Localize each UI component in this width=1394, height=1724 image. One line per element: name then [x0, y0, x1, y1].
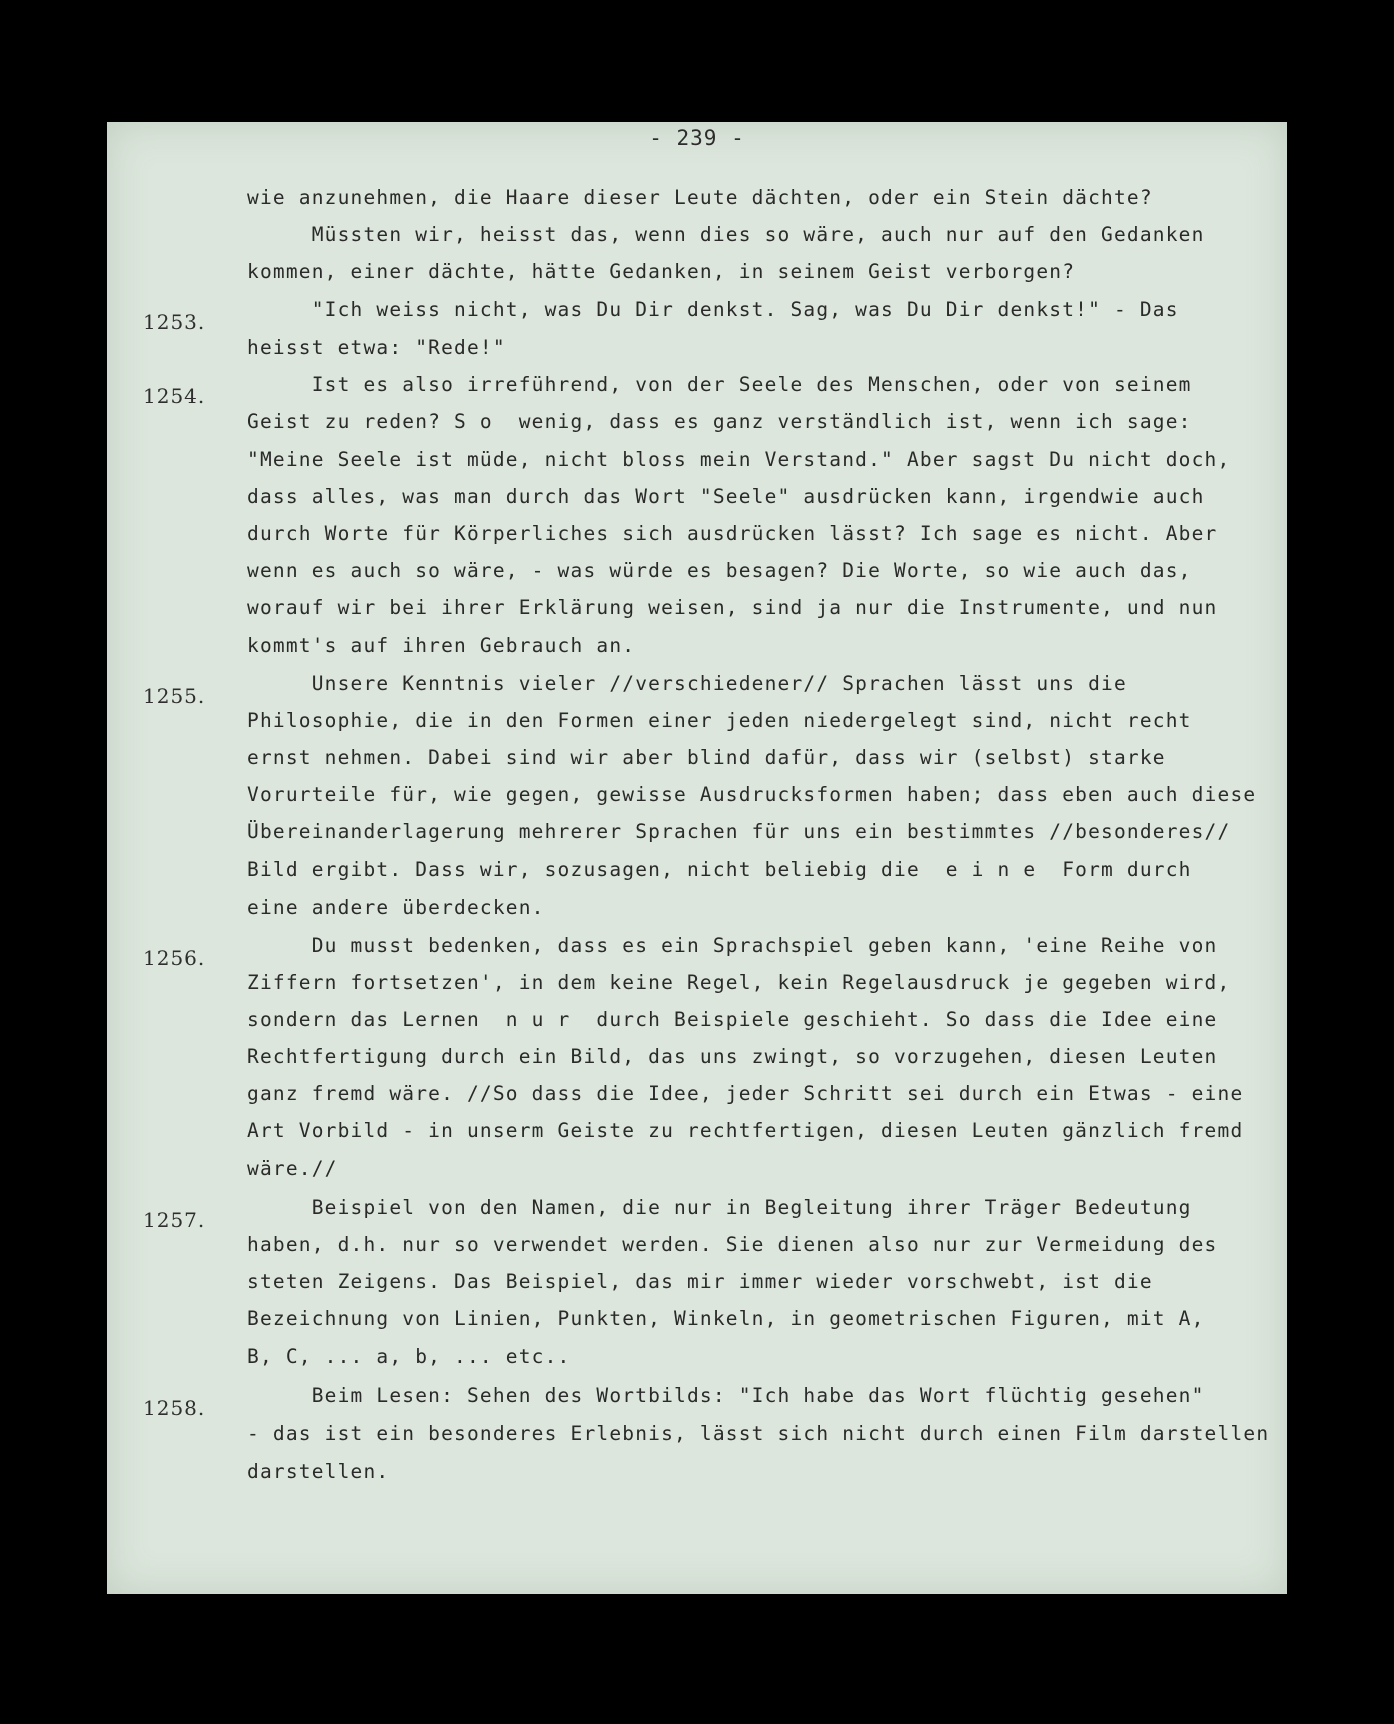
text-line: kommen, einer dächte, hätte Gedanken, in seinem Geist verborgen? [247, 260, 1076, 283]
text-line: Ziffern fortsetzen', in dem keine Regel, kein Regelausdruck je gegeben wird, [247, 971, 1231, 994]
text-line: sondern das Lernen n u r durch Beispiele geschieht. So dass die Idee eine [247, 1008, 1218, 1031]
text-line: Philosophie, die in den Formen einer jeden niedergelegt sind, nicht recht [247, 709, 1192, 732]
text-line: Rechtfertigung durch ein Bild, das uns zwingt, so vorzugehen, diesen Leuten [247, 1045, 1218, 1068]
paragraph-number-1255: 1255. [143, 684, 206, 708]
text-line: - das ist ein besonderes Erlebnis, lässt sich nicht durch einen Film darstellen [247, 1422, 1270, 1445]
text-line: wie anzunehmen, die Haare dieser Leute dächten, oder ein Stein dächte? [247, 186, 1153, 209]
text-line: eine andere überdecken. [247, 896, 545, 919]
text-line: kommt's auf ihren Gebrauch an. [247, 634, 636, 657]
text-line: Geist zu reden? S o wenig, dass es ganz verständlich ist, wenn ich sage: [247, 410, 1192, 433]
text-line: wäre.// [247, 1157, 338, 1180]
text-line: durch Worte für Körperliches sich ausdrücken lässt? Ich sage es nicht. Aber [247, 522, 1218, 545]
text-line: steten Zeigens. Das Beispiel, das mir immer wieder vorschwebt, ist die [247, 1270, 1153, 1293]
paragraph-number-1256: 1256. [143, 946, 206, 970]
text-line: Art Vorbild - in unserm Geiste zu rechtfertigen, diesen Leuten gänzlich fremd [247, 1119, 1244, 1142]
text-line: Beim Lesen: Sehen des Wortbilds: "Ich habe das Wort flüchtig gesehen" [247, 1384, 1205, 1407]
text-line: worauf wir bei ihrer Erklärung weisen, sind ja nur die Instrumente, und nun [247, 596, 1218, 619]
paragraph-number-1253: 1253. [143, 310, 206, 334]
text-line: ganz fremd wäre. //So dass die Idee, jeder Schritt sei durch ein Etwas - eine [247, 1082, 1244, 1105]
text-line: "Ich weiss nicht, was Du Dir denkst. Sag, was Du Dir denkst!" - Das [247, 298, 1179, 321]
text-line: dass alles, was man durch das Wort "Seele" ausdrücken kann, irgendwie auch [247, 485, 1205, 508]
text-line: Bild ergibt. Dass wir, sozusagen, nicht beliebig die e i n e Form durch [247, 858, 1192, 881]
text-line: "Meine Seele ist müde, nicht bloss mein Verstand." Aber sagst Du nicht doch, [247, 448, 1231, 471]
text-line: Unsere Kenntnis vieler //verschiedener// Sprachen lässt uns die [247, 672, 1127, 695]
text-line: haben, d.h. nur so verwendet werden. Sie dienen also nur zur Vermeidung des [247, 1233, 1218, 1256]
paragraph-number-1254: 1254. [143, 384, 206, 408]
text-line: Bezeichnung von Linien, Punkten, Winkeln, in geometrischen Figuren, mit A, [247, 1307, 1205, 1330]
text-line: darstellen. [247, 1460, 390, 1483]
text-line: wenn es auch so wäre, - was würde es besagen? Die Worte, so wie auch das, [247, 559, 1192, 582]
document-page [107, 122, 1287, 1594]
text-line: ernst nehmen. Dabei sind wir aber blind dafür, dass wir (selbst) starke [247, 746, 1166, 769]
text-line: Beispiel von den Namen, die nur in Begleitung ihrer Träger Bedeutung [247, 1196, 1192, 1219]
paragraph-number-1257: 1257. [143, 1208, 206, 1232]
text-line: heisst etwa: "Rede!" [247, 336, 506, 359]
text-line: Vorurteile für, wie gegen, gewisse Ausdrucksformen haben; dass eben auch diese [247, 783, 1257, 806]
paragraph-number-1258: 1258. [143, 1396, 206, 1420]
page-number: - 239 - [649, 126, 745, 150]
text-line: Übereinanderlagerung mehrerer Sprachen für uns ein bestimmtes //besonderes// [247, 820, 1231, 843]
text-line: B, C, ... a, b, ... etc.. [247, 1345, 571, 1368]
text-line: Du musst bedenken, dass es ein Sprachspiel geben kann, 'eine Reihe von [247, 934, 1218, 957]
text-line: Müssten wir, heisst das, wenn dies so wäre, auch nur auf den Gedanken [247, 223, 1205, 246]
text-line: Ist es also irreführend, von der Seele des Menschen, oder von seinem [247, 373, 1192, 396]
